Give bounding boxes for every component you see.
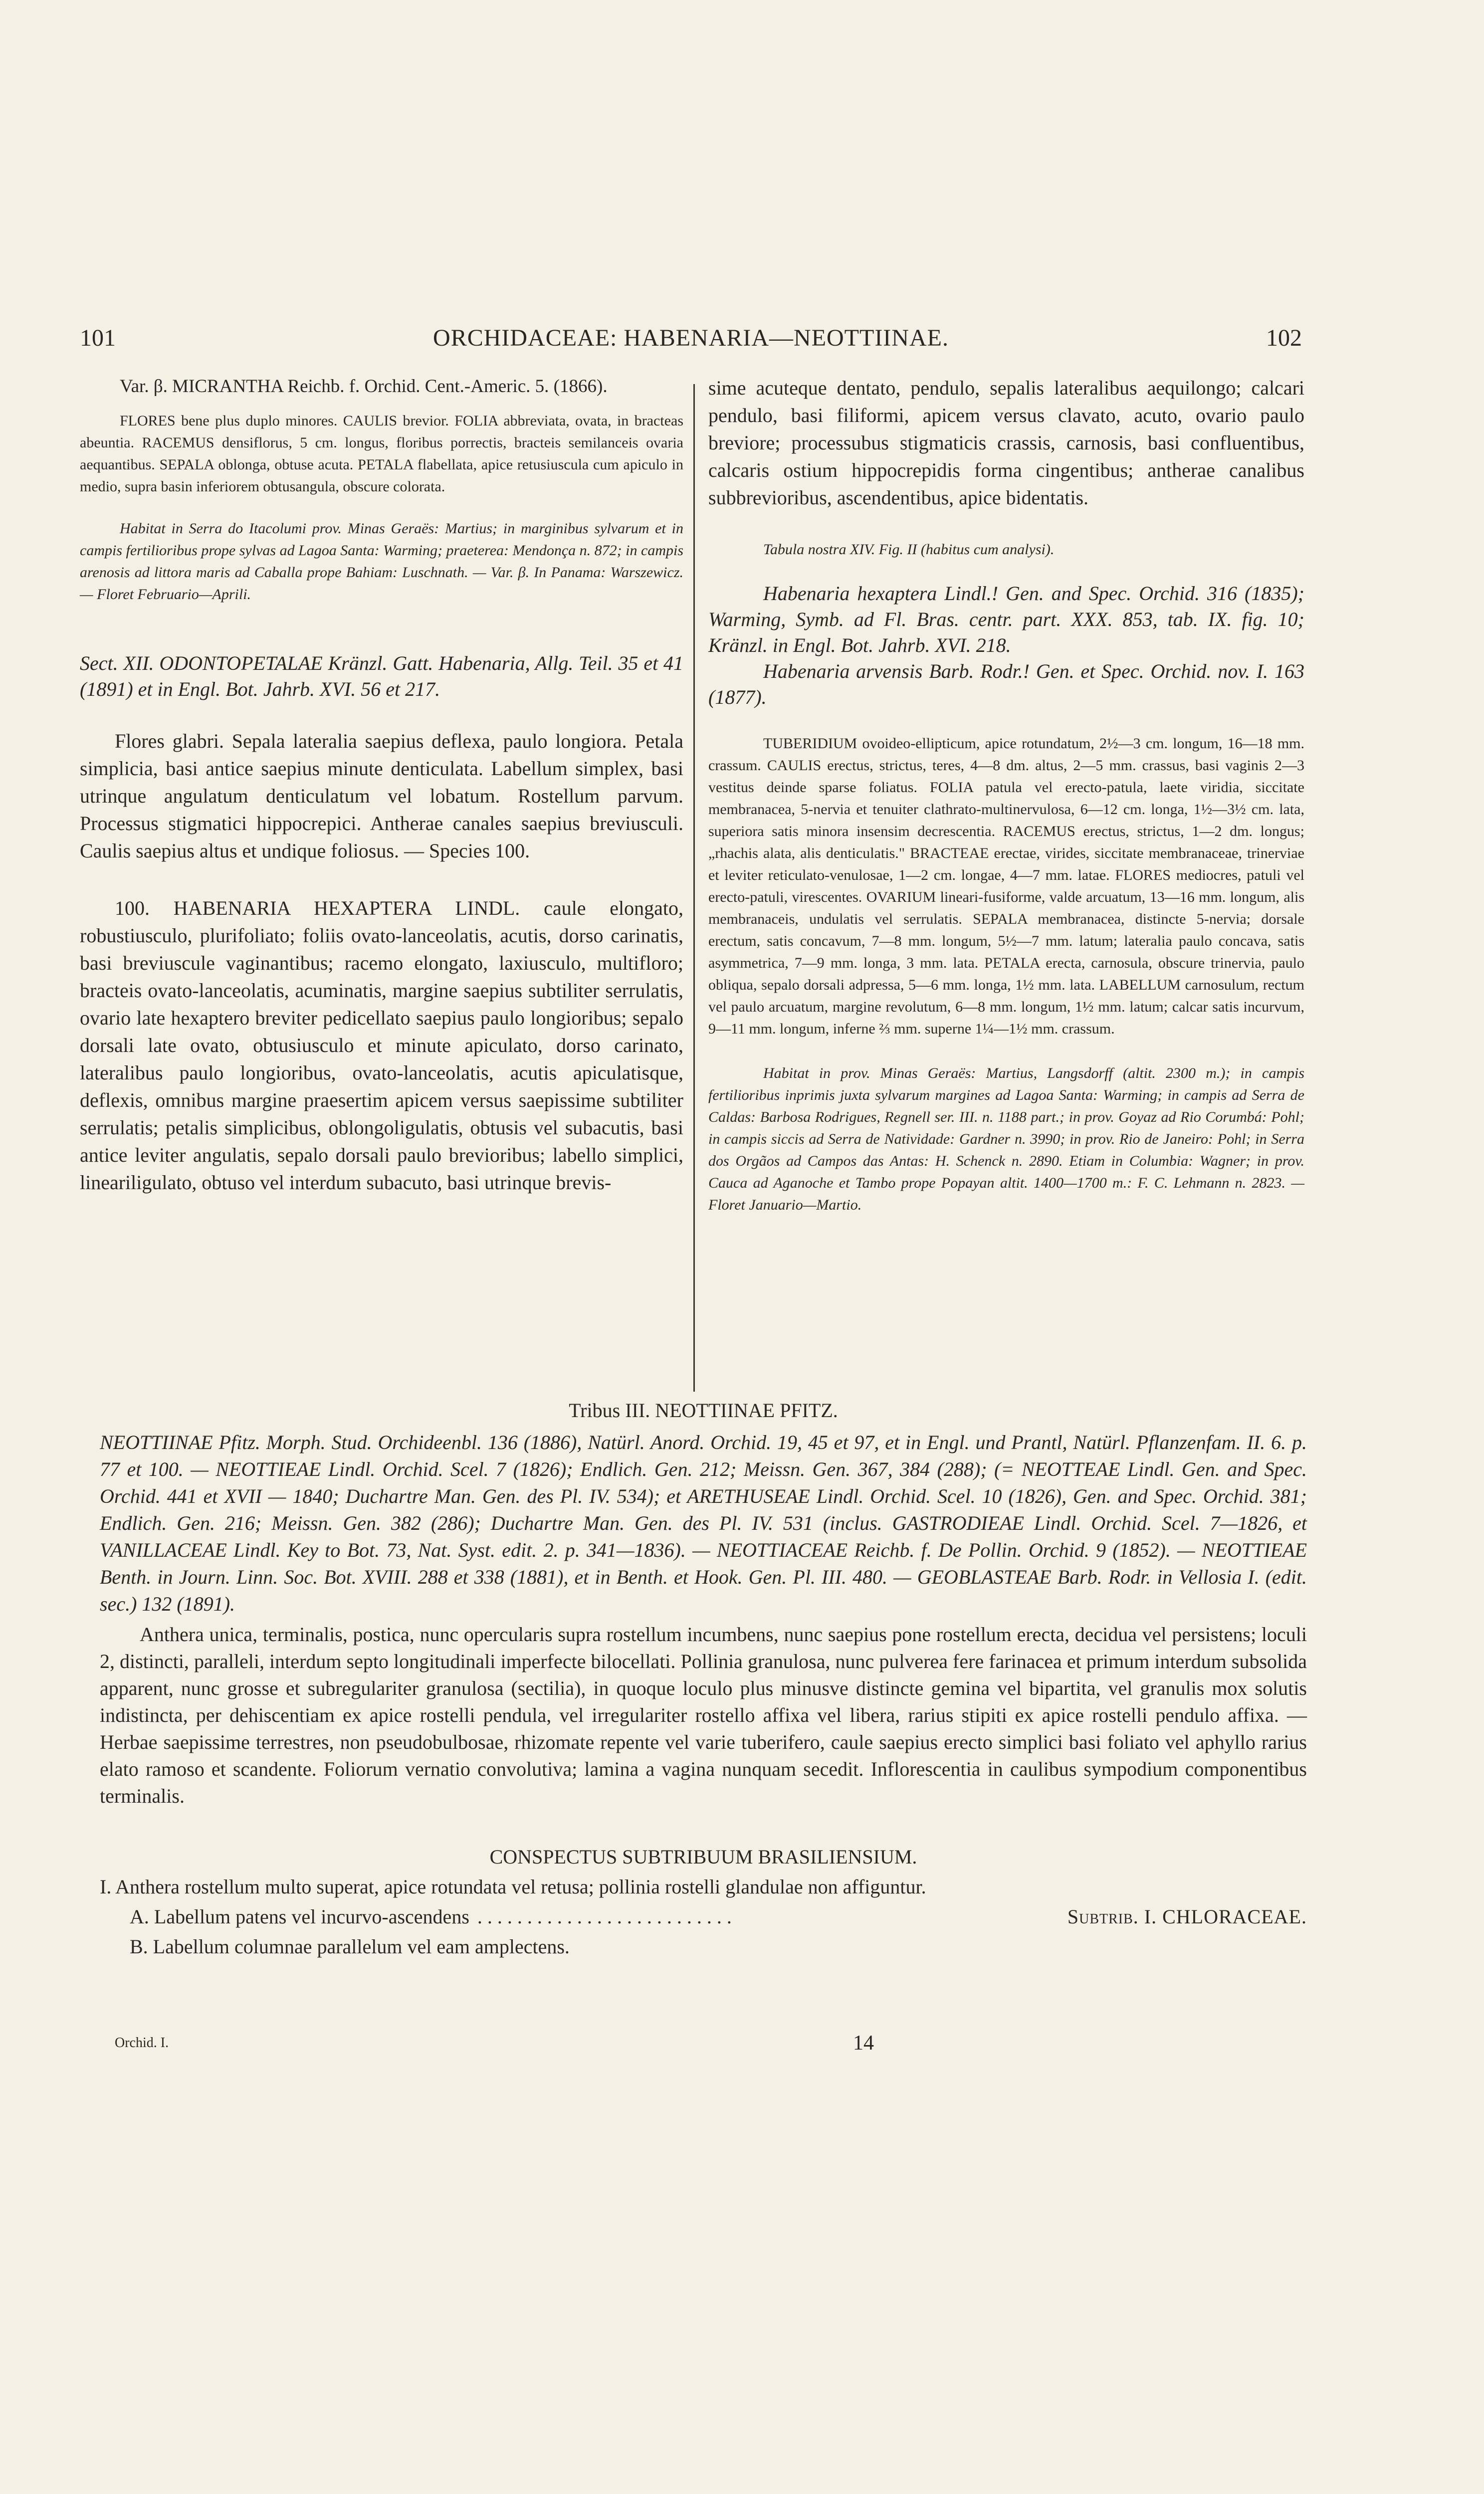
variety-heading: Var. β. MICRANTHA Reichb. f. Orchid. Cent.-Americ. 5. (1866). [120,376,608,397]
page-number-right: 102 [1266,325,1302,351]
variety-habitat: Habitat in Serra do Itacolumi prov. Minas Geraës: Martius; in marginibus sylvarum et in campis fertilioribus prope sylvas ad Lagoa Santa: Warming; praeterea: Mendonça n. 872; in campis arenosis ad littora maris ad Caballa prope Bahiam: Luschnath. — Var. β. In Panama: Warszewicz. — Floret Februario—Aprili. [80,520,683,603]
left-column [80,374,683,1196]
conspectus-line-2 [100,1903,1307,1930]
running-header [80,324,1302,354]
conspectus-line-2-label: A. Labellum patens vel incurvo-ascendens [130,1905,469,1928]
sheet-number: 14 [853,2032,874,2055]
section-description: Flores glabri. Sepala lateralia saepius deflexa, paulo longiora. Petala simplicia, basi antice saepius minute denticulata. Labellum simplex, basi utrinque angulatum denticulatum vel lobatum. Rostellum parvum. Processus stigmatici hippocrepici. Antherae canales saepius breviusculi. Caulis saepius altus et undique foliosus. — Species 100. [80,730,683,862]
section-heading: Sect. XII. ODONTOPETALAE Kränzl. Gatt. Habenaria, Allg. Teil. 35 et 41 (1891) et in Engl. Bot. Jahrb. XVI. 56 et 217. [80,652,683,700]
running-title: ORCHIDACEAE: HABENARIA—NEOTTIINAE. [433,325,949,351]
signature-mark: Orchid. I. [115,2035,169,2051]
tribus-description: Anthera unica, terminalis, postica, nunc opercularis supra rostellum incumbens, nunc saepius pone rostellum erecta, decidua vel persistens; loculi 2, distincti, paralleli, interdum septo longitudinali imperfecte bilocellati. Pollinia granulosa, nunc pulverea fere farinacea et primum interdum subsolida apparent, nunc grosse et subregulariter granulosa (sectilia), in quoque loculo plus minusve distincte gemina vel bipartita, vel granulis mox solutis indistincta, per dehiscentiam ex apice rostelli pendula, vel irregulariter rostello affixa vel libera, rarius stipiti ex apice rostelli pendulo affixa. — Herbae saepissime terrestres, non pseudobulbosae, rhizomate repente vel varie tuberifero, caule saepius erecto simplici basi foliato vel aphyllo rarius elato ramoso et scandente. Foliorum vernatio convolutiva; lamina a vagina nunquam secedit. Inflorescentia in caulibus sympodium componentibus terminalis. [100,1623,1307,1807]
synonym-arvensis: Habenaria arvensis Barb. Rodr.! Gen. et Spec. Orchid. nov. I. 163 (1877). [708,660,1304,708]
conspectus-heading: CONSPECTUS SUBTRIBUUM BRASILIENSIUM. [489,1846,917,1868]
tribus-synonymy: NEOTTIINAE Pfitz. Morph. Stud. Orchideenbl. 136 (1886), Natürl. Anord. Orchid. 19, 45 et 97, et in Engl. und Prantl, Natürl. Pflanzenfam. II. 6. p. 77 et 100. — NEOTTIEAE Lindl. Orchid. Scel. 7 (1826); Endlich. Gen. 212; Meissn. Gen. 367, 384 (288); (= NEOTTEAE Lindl. Gen. and Spec. Orchid. 441 et XVII — 1840; Duchartre Man. Gen. des Pl. IV. 534); et ARETHUSEAE Lindl. Orchid. Scel. 10 (1826), Gen. and Spec. Orchid. 381; Endlich. Gen. 216; Meissn. Gen. 382 (286); Duchartre Man. Gen. des Pl. IV. 531 (inclus. GASTRODIEAE Lindl. Orchid. Scel. 7—1826, et VANILLACEAE Lindl. Key to Bot. 73, Nat. Syst. edit. 2. p. 341—1836). — NEOTTIACEAE Reichb. f. De Pollin. Orchid. 9 (1852). — NEOTTIEAE Benth. in Journ. Linn. Soc. Bot. XVIII. 288 et 338 (1881), et in Benth. et Hook. Gen. Pl. III. 480. — GEOBLASTEAE Barb. Rodr. in Vellosia I. (edit. sec.) 132 (1891). [100,1431,1307,1615]
morphological-description: TUBERIDIUM ovoideo-ellipticum, apice rotundatum, 2½—3 cm. longum, 16—18 mm. crassum. CAULIS erectus, strictus, teres, 4—8 dm. altus, 2—5 mm. crassus, basi vaginis 2—3 vestitus deinde sparse foliatus. FOLIA patula vel erecto-patula, laete viridia, siccitate membranacea, 5-nervia et tenuiter clathrato-multinervulosa, 6—12 cm. longa, 1½—3½ cm. lata, superiora satis minora insensim decrescentia. RACEMUS erectus, strictus, 1—2 dm. longus; „rhachis alata, alis denticulatis." BRACTEAE erectae, virides, siccitate membranaceae, trinerviae et leviter reticulato-venulosae, 1—2 cm. longae, 4—7 mm. latae. FLORES mediocres, patuli vel erecto-patuli, virescentes. OVARIUM lineari-fusiforme, valde arcuatum, 13—16 mm. longum, alis membranaceis, undulatis vel serrulatis. SEPALA membranacea, distincte 5-nervia; dorsale erectum, satis concavum, 7—8 mm. longum, 5½—7 mm. latum; lateralia paulo concava, satis asymmetrica, 7—9 mm. longa, 3 mm. lata. PETALA erecta, carnosula, obscure trinervia, paulo obliqua, sepalo dorsali adpressa, 5—6 mm. longa, 1½ mm. lata. LABELLUM carnosulum, rectum vel paulo arcuatum, margine revolutum, 6—8 mm. longum, 1½ mm. latum; calcar satis incurvum, 9—11 mm. longum, inferne ⅔ mm. superne 1¼—1½ mm. crassum. [708,735,1304,1037]
variety-description: FLORES bene plus duplo minores. CAULIS brevior. FOLIA abbreviata, ovata, in bracteas abeuntia. RACEMUS densiflorus, 5 cm. longus, floribus porrectis, bracteis semilanceis ovaria aequantibus. SEPALA oblonga, obtuse acuta. PETALA flabellata, apice retusiuscula cum apiculo in medio, supra basin inferiorem obtusangula, obscure colorata. [80,413,683,495]
conspectus-line-3: B. Labellum columnae parallelum vel eam amplectens. [130,1935,570,1958]
synonym-hexaptera: Habenaria hexaptera Lindl.! Gen. and Spec. Orchid. 316 (1835); Warming, Symb. ad Fl. Bras. centr. part. XXX. 853, tab. IX. fig. 10; Kränzl. in Engl. Bot. Jahrb. XVI. 218. [708,582,1304,656]
species-description: 100. HABENARIA HEXAPTERA LINDL. caule elongato, robustiusculo, plurifoliato; foliis ovato-lanceolatis, acutis, dorso carinatis, basi breviuscule vaginantibus; racemo elongato, laxiusculo, multifloro; bracteis ovato-lanceolatis, acuminatis, margine saepius subtiliter serrulatis, ovario late hexaptero breviter pedicellato saepius paulo longioribus; sepalo dorsali late ovato, obtusiusculo et minute apiculato, dorso carinato, lateralibus paulo longioribus, ovato-lanceolatis, acutis apiculatisque, deflexis, omnibus margine praesertim apicem versus saepissime subtiliter serrulatis; petalis simplicibus, oblongoligulatis, obtusis vel subacutis, basi antice leviter angulatis, sepalo dorsali paulo brevioribus; labello simplici, lineariligulato, obtuso vel interdum subacuto, basi utrinque brevis- [80,897,683,1194]
conspectus-line-1: I. Anthera rostellum multo superat, apice rotundata vel retusa; pollinia rostelli glandulae non affiguntur. [100,1875,926,1898]
species-habitat: Habitat in prov. Minas Geraës: Martius, Langsdorff (altit. 2300 m.); in campis fertilioribus inprimis juxta sylvarum margines ad Lagoa Santa: Warming; in campis ad Serra de Caldas: Barbosa Rodrigues, Regnell ser. III. n. 1188 part.; in prov. Goyaz ad Rio Corumbá: Pohl; in campis siccis ad Serra de Natividade: Gardner n. 3990; in prov. Rio de Janeiro: Pohl; in Serra dos Orgãos ad Campos das Antas: H. Schenck n. 2890. Etiam in Columbia: Wagner; in prov. Cauca ad Aganoche et Tambo prope Popayan altit. 1400—1700 m.: F. C. Lehmann n. 2823. — Floret Januario—Martio. [708,1065,1304,1213]
leader-dots: . . . . . . . . . . . . . . . . . . . . . . . . . . [477,1905,732,1928]
column-divider [693,384,695,1392]
page-number-left: 101 [80,325,116,351]
plate-reference: Tabula nostra XIV. Fig. II (habitus cum analysi). [763,541,1055,558]
species-continuation: sime acuteque dentato, pendulo, sepalis lateralibus aequilongo; calcari pendulo, basi filiformi, apicem versus clavato, acuto, ovario paulo breviore; processubus stigmaticis crassis, carnosis, basi confluentibus, calcaris ostium hippocrepidis forma cingentibus; antherae canalibus subbrevioribus, ascendentibus, apice bidentatis. [708,377,1304,509]
right-column [708,374,1304,1216]
conspectus-line-2-target: Subtrib. I. CHLORACEAE. [1067,1905,1307,1928]
tribus-heading: Tribus III. NEOTTIINAE PFITZ. [569,1399,838,1422]
page-footer [115,2032,1262,2065]
